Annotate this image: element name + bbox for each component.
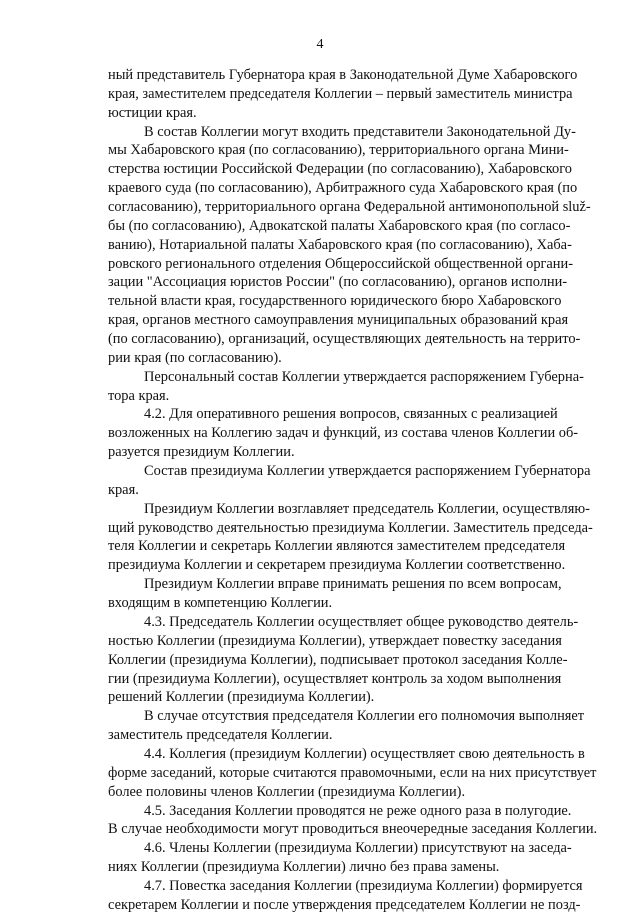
text-line: Персональный состав Коллегии утверждается распоряжением Губерна-	[144, 368, 584, 385]
text-line: краевого суда (по согласованию), Арбитражного суда Хабаровского края (по	[108, 180, 578, 197]
text-line: края, заместителем председателя Коллегии – первый заместитель министра	[108, 85, 573, 102]
text-line: 4.4. Коллегия (президиум Коллегии) осуществляет свою деятельность в	[144, 745, 585, 762]
text-line: края, органов местного самоуправления муниципальных образований края	[108, 312, 569, 329]
text-line: ровского регионального отделения Общероссийской общественной органи-	[108, 255, 573, 272]
text-line: Состав президиума Коллегии утверждается распоряжением Губернатора	[144, 463, 591, 480]
text-line: ностью Коллегии (президиума Коллегии), утверждает повестку заседания	[108, 632, 562, 649]
text-line: решений Коллегии (президиума Коллегии).	[108, 689, 375, 706]
document-body	[108, 66, 598, 915]
text-line: В случае отсутствия председателя Коллегии его полномочия выполняет	[144, 708, 585, 725]
text-line: разуется президиум Коллегии.	[108, 444, 295, 461]
text-line: 4.3. Председатель Коллегии осуществляет общее руководство деятель-	[144, 613, 579, 630]
text-line: гии (президиума Коллегии), осуществляет контроль за ходом выполнения	[108, 670, 562, 687]
text-line: юстиции края.	[108, 104, 197, 121]
text-line: возложенных на Коллегию задач и функций, из состава членов Коллегии об-	[108, 425, 579, 442]
text-line: В состав Коллегии могут входить представители Законодательной Ду-	[144, 123, 576, 140]
text-line: щий руководство деятельностью президиума Коллегии. Заместитель председа-	[108, 519, 593, 536]
text-line: 4.2. Для оперативного решения вопросов, связанных с реализацией	[144, 406, 558, 423]
text-line: края.	[108, 481, 139, 498]
text-line: мы Хабаровского края (по согласованию), территориального органа Мини-	[108, 142, 569, 159]
text-line: В случае необходимости могут проводиться внеочередные заседания Коллегии.	[108, 821, 598, 838]
text-line: рии края (по согласованию).	[108, 349, 282, 366]
text-line: согласованию), территориального органа Федеральной антимонопольной služ-	[108, 199, 591, 216]
text-line: входящим в компетенцию Коллегии.	[108, 595, 333, 612]
text-line: ванию), Нотариальной палаты Хабаровского края (по согласованию), Хаба-	[108, 236, 572, 253]
text-line: тора края.	[108, 387, 170, 404]
text-line: президиума Коллегии и секретарем президиума Коллегии соответственно.	[108, 557, 566, 574]
text-line: зации "Ассоциация юристов России" (по согласованию), органов исполни-	[108, 274, 568, 291]
text-line: 4.6. Члены Коллегии (президиума Коллегии) присутствуют на заседа-	[144, 840, 572, 857]
text-line: (по согласованию), организаций, осуществляющих деятельность на террито-	[108, 331, 581, 348]
text-line: более половины членов Коллегии (президиума Коллегии).	[108, 783, 466, 800]
text-line: бы (по согласованию), Адвокатской палаты Хабаровского края (по согласо-	[108, 217, 571, 234]
text-line: тельной власти края, государственного юридического бюро Хабаровского	[108, 293, 562, 310]
text-line: секретарем Коллегии и после утверждения председателем Коллегии не позд-	[108, 896, 581, 913]
text-line: теля Коллегии и секретарь Коллегии являются заместителем председателя	[108, 538, 566, 555]
page-number: 4	[316, 37, 324, 52]
text-line: Президиум Коллегии вправе принимать решения по всем вопросам,	[144, 576, 562, 593]
text-line: ный представитель Губернатора края в Законодательной Думе Хабаровского	[108, 67, 578, 83]
text-line: ниях Коллегии (президиума Коллегии) лично без права замены.	[108, 859, 500, 876]
text-line: Коллегии (президиума Коллегии), подписывает протокол заседания Колле-	[108, 651, 568, 668]
text-line: заместитель председателя Коллегии.	[108, 727, 333, 744]
text-line: Президиум Коллегии возглавляет председатель Коллегии, осуществляю-	[144, 500, 590, 517]
text-line: стерства юстиции Российской Федерации (по согласованию), Хабаровского	[108, 161, 572, 178]
text-line: 4.7. Повестка заседания Коллегии (президиума Коллегии) формируется	[144, 877, 583, 894]
text-line: 4.5. Заседания Коллегии проводятся не реже одного раза в полугодие.	[144, 802, 572, 819]
text-line: форме заседаний, которые считаются правомочными, если на них присутствует	[108, 764, 597, 781]
